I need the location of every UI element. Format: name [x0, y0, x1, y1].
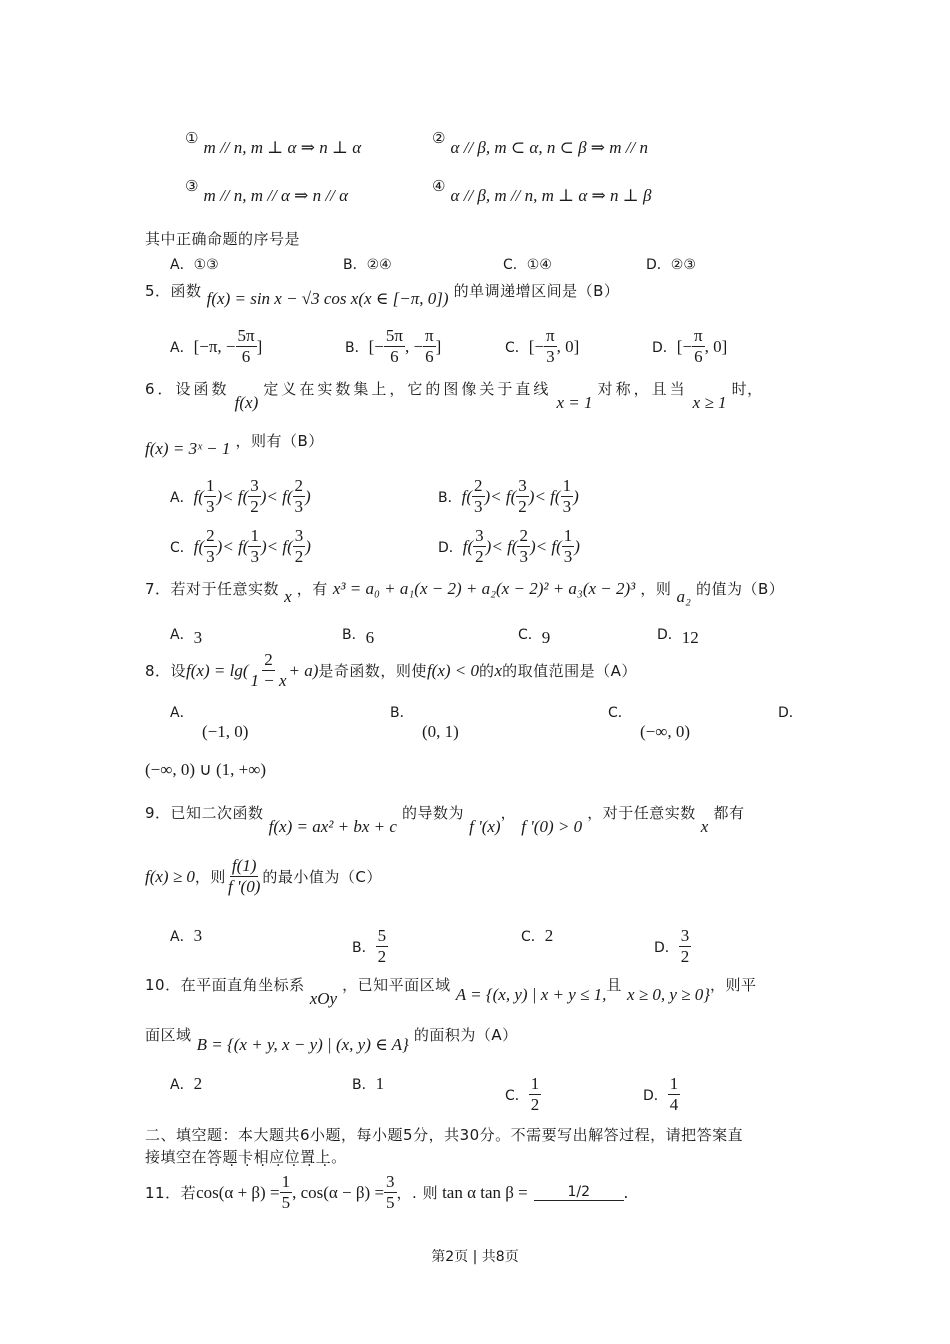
q11-d1: 5 [281, 1193, 291, 1212]
q10-end: ，则平 [710, 976, 757, 994]
q10-option-d-den: 4 [669, 1095, 679, 1114]
q5-option-b-den: 6 [390, 347, 399, 366]
q6-fraction-num: 1 [250, 526, 259, 545]
q6-fraction-num: 1 [205, 476, 215, 495]
prop-1-expr: m // n, m ⊥ α ⇒ n ⊥ α [203, 138, 362, 157]
q7-stem [145, 578, 785, 606]
q10-option-c-label: C． [505, 1087, 529, 1104]
q7-a2: a₂ [676, 587, 691, 606]
q7-option-a-val: 3 [193, 628, 203, 647]
q9-mid: 的导数为 [401, 804, 464, 822]
q6-end: 时， [731, 380, 763, 398]
q6-def: f(x) = 3ˣ − 1 [145, 439, 231, 458]
q7-option-b-val: 6 [365, 628, 375, 647]
q6-fn-open: f( [461, 486, 472, 506]
q6-fn-open: f( [193, 486, 204, 506]
q6-cond: x ≥ 1 [692, 393, 727, 412]
q7-option-d-label: D． [657, 627, 682, 643]
q8-option-b-val: (0, 1) [422, 722, 459, 741]
q10-setA: A = {(x, y) | x + y ≤ 1, [455, 985, 607, 1004]
q6-fn-open: < f( [222, 486, 249, 506]
q8-option-c [608, 702, 691, 742]
q4-option-d: D．②③ [646, 257, 696, 273]
q5-option-b-den2: 6 [425, 347, 434, 366]
q6-option-label: C． [170, 539, 194, 556]
prop-2-expr: α // β, m ⊂ α, n ⊂ β ⇒ m // n [450, 138, 649, 157]
q5-option-b-label: B． [345, 339, 369, 356]
q6-post: ，则有（B） [235, 432, 324, 450]
q6-fn-close: ) [484, 486, 491, 506]
q5-option-b-right: ] [435, 336, 442, 356]
q6-fn-open: f( [462, 536, 474, 556]
q6-fn-open: < f( [490, 486, 517, 506]
q10-post: 的面积为（A） [413, 1026, 518, 1044]
q10-option-b-val: 1 [375, 1074, 385, 1093]
q6-fraction [293, 526, 306, 567]
q6-fn-close: ) [529, 536, 536, 556]
q6-fraction-den: 2 [294, 547, 304, 566]
q10-option-d-label: D． [643, 1087, 668, 1104]
q10-xoy: xOy [309, 989, 338, 1008]
q7-option-c [518, 624, 551, 647]
q5-option-c-right: , 0] [556, 336, 580, 356]
section-2-line-1: 二、填空题：本大题共6小题，每小题5分，共30分。不需要写出解答过程，请把答案直 [145, 1126, 744, 1144]
q9-num: f(1) [231, 856, 257, 875]
q6-fraction [472, 476, 485, 517]
q6-mid1: 定义在实数集上，它的图像关于直线 [263, 380, 552, 398]
q10-stem [145, 974, 815, 1008]
emphasis-char: 答 [207, 1148, 223, 1166]
q6-fn-open: < f( [534, 486, 561, 506]
q11-n2: 3 [386, 1172, 395, 1191]
q9-option-c [521, 926, 553, 946]
prop-4 [432, 176, 652, 205]
q9-end: 都有 [713, 804, 745, 822]
emphasis-char: 题 [222, 1148, 239, 1166]
q6-fraction-num: 3 [518, 476, 527, 495]
q6-fraction [248, 476, 261, 517]
q6-fraction [562, 526, 575, 567]
q8-mid2: 的 [479, 662, 495, 680]
q7-option-a [170, 624, 203, 647]
q10-option-a [170, 1074, 202, 1094]
q6-fraction [516, 476, 529, 517]
q9-line2 [145, 856, 382, 897]
q6-line: x = 1 [556, 393, 593, 412]
q9-option-a [170, 926, 202, 946]
prop-3-num: ③ [185, 177, 199, 195]
q9-mid2: ，对于任意实数 [587, 804, 696, 822]
q11-expr: tan α tan β = [442, 1182, 528, 1202]
q10-option-a-label: A． [170, 1077, 194, 1093]
q6-fn-close: ) [216, 536, 223, 556]
q6-fraction [473, 526, 486, 567]
q8-stem [145, 650, 637, 691]
q7-option-c-label: C． [518, 627, 542, 643]
q10-qie: 且 [606, 976, 622, 994]
q8-f1end: + a) [288, 660, 319, 680]
q7-pre: 7．若对于任意实数 [145, 580, 280, 598]
q5-option-a-right: ] [256, 336, 263, 356]
prop-4-num: ④ [432, 177, 446, 195]
q5-option-a-num: 5π [237, 326, 255, 345]
q11-d2: 5 [386, 1193, 395, 1212]
q5-option-b-mid: , − [404, 336, 424, 356]
q6-option-label: A． [170, 489, 194, 506]
q10-option-c-den: 2 [530, 1095, 540, 1114]
q6-fn-open: < f( [535, 536, 562, 556]
q5-option-b-left: [− [368, 336, 384, 356]
q6-mid2: 对称，且当 [597, 380, 688, 398]
q8-option-c-label: C． [608, 705, 632, 721]
q10-option-c-num: 1 [530, 1074, 540, 1093]
prop-4-expr: α // β, m // n, m ⊥ α ⇒ n ⊥ β [450, 186, 652, 205]
q8-den: 1 − x [250, 671, 287, 690]
q8-var: x [494, 660, 503, 680]
q5-option-b-num2: π [425, 326, 434, 345]
q11-answer-blank[interactable]: 1/2 [534, 1184, 624, 1201]
q7-mid: ，有 [296, 580, 328, 598]
q6-fraction-num: 3 [250, 476, 259, 495]
q5-post: 的单调递增区间是（B） [453, 282, 620, 300]
q6-fraction-den: 3 [250, 547, 259, 566]
q6-fraction-den: 3 [563, 547, 573, 566]
q6-option-b [438, 476, 579, 517]
q9-option-b-label: B． [352, 939, 376, 956]
emphasis-char: 位 [284, 1148, 301, 1166]
q11-c2: , cos(α − β) = [292, 1182, 385, 1202]
q10-setA2: x ≥ 0, y ≥ 0} [626, 985, 711, 1004]
q7-option-d [657, 624, 699, 647]
q9-mid3: ，则 [194, 868, 226, 886]
q6-fn-close: ) [260, 486, 267, 506]
q10-option-d-num: 1 [669, 1074, 679, 1093]
q6-fn-close: ) [573, 486, 579, 506]
q6-fn-open: < f( [266, 536, 293, 556]
q8-mid: 是奇函数，则使 [318, 662, 427, 680]
prop-3 [185, 176, 349, 205]
q6-fraction-den: 2 [518, 497, 527, 516]
q6-fn-open: f( [193, 536, 205, 556]
q5-option-d-right: , 0] [704, 336, 728, 356]
q4-question: 其中正确命题的序号是 [145, 230, 301, 248]
q5-expr: f(x) = sin x − √3 cos x(x ∈ [−π, 0]) [206, 289, 449, 308]
q6-option-label: D． [438, 539, 463, 556]
q5-option-d-left: [− [676, 336, 693, 356]
q9-stem [145, 802, 815, 836]
q5-option-b-num: 5π [385, 326, 403, 345]
q6-fraction [517, 526, 530, 567]
emphasis-char: 卡 [238, 1148, 254, 1166]
q8-pre: 8．设 [145, 662, 187, 680]
q10-option-a-val: 2 [193, 1074, 203, 1093]
q7-post: 的值为（B） [696, 580, 785, 598]
q5-option-a-left: [−π, − [193, 336, 236, 356]
q9-option-d [654, 926, 691, 967]
q7-option-a-label: A． [170, 627, 194, 643]
q6-option-label: B． [438, 489, 462, 506]
q6-fn-close: ) [305, 486, 311, 506]
q9-pre: 9．已知二次函数 [145, 804, 264, 822]
prop-1-num: ① [185, 129, 199, 147]
q9-option-d-label: D． [654, 939, 679, 956]
q6-fraction-num: 2 [519, 526, 528, 545]
q11-end: . [623, 1182, 629, 1202]
q8-post: 的取值范围是（A） [502, 662, 637, 680]
q4-option-c: C．①④ [503, 257, 552, 273]
q7-option-d-val: 12 [681, 628, 699, 647]
q10-mid: ，已知平面区域 [342, 976, 451, 994]
q9-fx: f(x) = ax² + bx + c [268, 817, 397, 836]
q6-fn-close: ) [528, 486, 535, 506]
q5-stem [145, 280, 620, 308]
q10-line2pre: 面区域 [145, 1026, 192, 1044]
q6-fraction-num: 3 [294, 526, 304, 545]
q9-option-d-den: 2 [680, 947, 690, 966]
q5-option-c-num: π [546, 326, 555, 345]
q8-cond: f(x) < 0 [426, 660, 479, 680]
prop-2-num: ② [432, 129, 446, 147]
q8-option-b-label: B． [390, 705, 414, 721]
section-2-line-2 [145, 1146, 347, 1167]
q6-fraction-den: 3 [474, 497, 483, 516]
q6-option-a [170, 476, 311, 517]
q4-option-a: A．①③ [170, 257, 219, 273]
q10-option-b-label: B． [352, 1077, 376, 1093]
q10-setB: B = {(x + y, x − y) | (x, y) ∈ A} [196, 1035, 409, 1054]
q8-option-d-val: (−∞, 0) ∪ (1, +∞) [145, 760, 267, 779]
q6-fraction-num: 3 [475, 526, 484, 545]
q6-fraction-den: 3 [562, 497, 572, 516]
emphasis-char: 上 [315, 1148, 332, 1166]
q6-fraction [204, 476, 217, 517]
q6-fraction [248, 526, 261, 567]
q6-fn-open: < f( [222, 536, 249, 556]
q8-option-b [390, 702, 459, 742]
q5-option-b [345, 326, 441, 367]
q6-fraction-den: 2 [475, 547, 484, 566]
q10-option-d [643, 1074, 680, 1115]
q9-comma: ， [500, 804, 517, 822]
q6-fx: f(x) [234, 393, 259, 412]
q7-mid2: ，则 [640, 580, 672, 598]
q8-option-a-label: A． [170, 705, 194, 721]
q7-option-b-label: B． [342, 627, 366, 643]
q5-option-a-den: 6 [241, 347, 251, 366]
emphasis-char: 相 [253, 1148, 270, 1166]
q6-fraction-den: 2 [250, 497, 259, 516]
q6-fn-close: ) [485, 536, 492, 556]
q11-n1: 1 [281, 1172, 291, 1191]
q6-fraction [561, 476, 574, 517]
q6-fraction-den: 3 [205, 497, 215, 516]
q6-fraction-num: 1 [562, 476, 572, 495]
q5-option-c-den: 3 [546, 347, 555, 366]
q4-option-b: B．②④ [343, 257, 392, 273]
prop-2 [432, 128, 649, 157]
q6-fraction-num: 2 [206, 526, 215, 545]
q11-c1: cos(α + β) = [196, 1182, 280, 1202]
emphasis-char: 置 [300, 1148, 316, 1166]
q5-option-d-num: π [694, 326, 703, 345]
q9-cond2: f(x) ≥ 0 [145, 866, 195, 886]
q6-pre: 6．设函数 [145, 380, 230, 398]
q8-num: 2 [264, 650, 273, 669]
q9-deriv: f '(x) [469, 817, 501, 836]
q9-option-c-label: C． [521, 929, 545, 945]
q5-option-d [652, 326, 727, 367]
q5-option-a [170, 326, 262, 367]
q6-fraction-num: 2 [474, 476, 483, 495]
q7-var: x [284, 587, 292, 606]
q9-option-a-label: A． [170, 929, 194, 945]
q6-fraction-den: 3 [519, 547, 528, 566]
q9-var: x [700, 817, 709, 836]
q6-def-line [145, 430, 324, 458]
q8-option-d-label: D． [778, 705, 803, 721]
q6-fraction [293, 476, 306, 517]
q9-option-b [352, 926, 388, 967]
q6-fn-close: ) [260, 536, 267, 556]
q10-option-c [505, 1074, 541, 1115]
q8-option-a [170, 702, 249, 742]
prop-1 [185, 128, 362, 157]
emphasis-text [207, 1148, 331, 1166]
q5-option-c-label: C． [505, 339, 529, 356]
q10-option-b [352, 1074, 384, 1094]
emphasis-char: 应 [269, 1148, 285, 1166]
q6-fn-close: ) [574, 536, 580, 556]
q7-option-c-val: 9 [541, 628, 551, 647]
q10-line2 [145, 1024, 518, 1054]
section-2-line-2c: 。 [331, 1148, 347, 1166]
q10-pre: 10．在平面直角坐标系 [145, 976, 305, 994]
q6-option-c [170, 526, 311, 567]
q6-fraction-num: 2 [294, 476, 304, 495]
section-2-line-2a: 接填空在 [145, 1148, 208, 1166]
q5-option-c-left: [− [528, 336, 545, 356]
q9-option-b-num: 5 [377, 926, 387, 945]
q6-fraction-den: 3 [206, 547, 215, 566]
q7-expr: x³ = a₀ + a₁(x − 2) + a₂(x − 2)² + a₃(x − 2)³ [332, 579, 636, 598]
q9-cond: f '(0) > 0 [521, 817, 583, 836]
q5-option-d-den: 6 [694, 347, 703, 366]
q6-fn-open: < f( [266, 486, 293, 506]
q9-option-d-num: 3 [680, 926, 690, 945]
q6-fraction-den: 3 [294, 497, 304, 516]
q8-option-a-val: (−1, 0) [202, 722, 249, 741]
q5-pre: 5．函数 [145, 282, 202, 300]
q9-den: f '(0) [227, 877, 261, 896]
q5-option-a-label: A． [170, 339, 194, 356]
q8-option-c-val: (−∞, 0) [640, 722, 691, 741]
q5-option-c [505, 326, 579, 367]
q6-fraction-num: 1 [563, 526, 573, 545]
prop-3-expr: m // n, m // α ⇒ n // α [203, 186, 349, 205]
q5-option-d-label: D． [652, 339, 677, 356]
q9-post: 的最小值为（C） [262, 868, 382, 886]
q9-option-c-val: 2 [544, 926, 554, 945]
q6-stem [145, 378, 805, 412]
q6-fn-open: < f( [491, 536, 518, 556]
q6-fn-close: ) [305, 536, 311, 556]
q9-option-a-val: 3 [193, 926, 203, 945]
q9-option-b-den: 2 [377, 947, 387, 966]
q11-stem [145, 1172, 628, 1213]
page-footer: 第2页 | 共8页 [431, 1249, 519, 1265]
q8-f1: f(x) = lg( [186, 660, 249, 680]
q7-option-b [342, 624, 375, 647]
q6-fraction [204, 526, 217, 567]
q11-mid: ，. 则 [396, 1184, 439, 1202]
q6-fn-close: ) [216, 486, 223, 506]
q11-pre: 11．若 [145, 1184, 197, 1202]
q6-option-d [438, 526, 580, 567]
